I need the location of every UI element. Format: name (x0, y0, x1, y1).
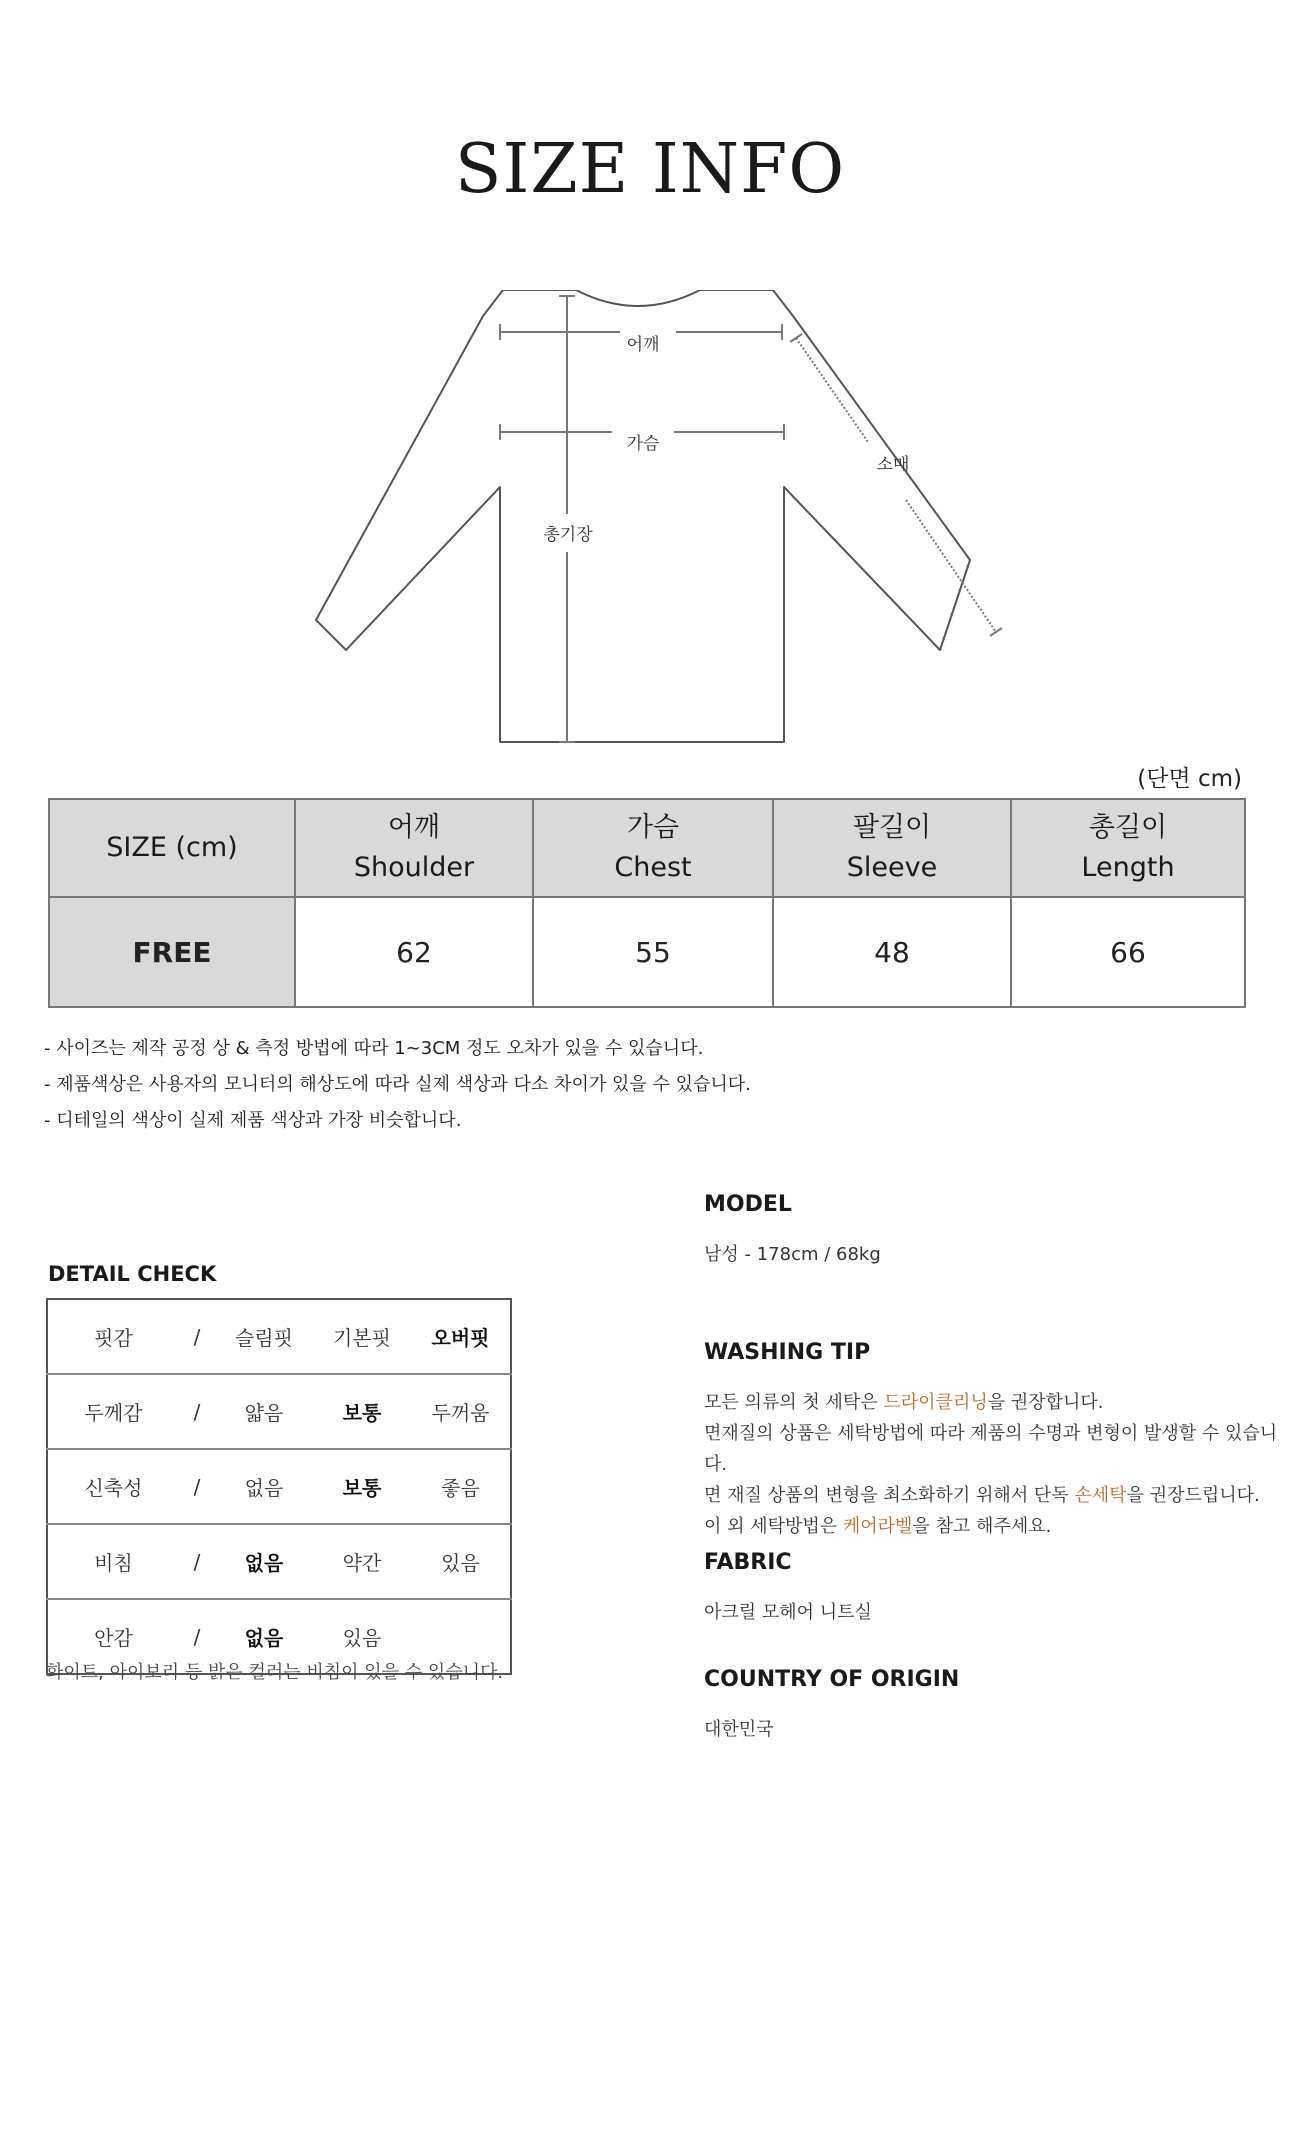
chest-value: 55 (533, 897, 773, 1007)
page-title: SIZE INFO (454, 130, 846, 209)
detail-option: 기본핏 (313, 1299, 411, 1374)
detail-separator: / (179, 1599, 215, 1674)
detail-option: 없음 (215, 1524, 313, 1599)
detail-separator: / (179, 1524, 215, 1599)
col-chest: 가슴 Chest (533, 799, 773, 897)
fabric-text: 아크릴 모헤어 니트실 (704, 1602, 872, 1623)
size-name: FREE (49, 897, 295, 1007)
model-section (704, 1192, 881, 1270)
note-line: - 제품색상은 사용자의 모니터의 해상도에 따라 실제 색상과 다소 차이가 있을 수 있습니다. (44, 1074, 751, 1095)
shoulder-value: 62 (295, 897, 533, 1007)
note-line: - 디테일의 색상이 실제 제품 색상과 가장 비슷합니다. (44, 1110, 462, 1131)
origin-title: COUNTRY OF ORIGIN (704, 1667, 960, 1692)
table-row (49, 897, 1245, 1007)
unit-note: (단면 cm) (1137, 766, 1242, 792)
detail-row (47, 1524, 511, 1599)
detail-label: 안감 (47, 1599, 179, 1674)
washing-tip-text: 모든 의류의 첫 세탁은 드라이클리닝을 권장합니다. 면재질의 상품은 세탁방법에 따라 제품의 수명과 변형이 발생할 수 있습니다. 면 재질 상품의 변형을 최소화하기 위해서 단독 손세탁을 권장드립니다. 이 외 세탁방법은 케어라벨을 참고 해주세요. (704, 1392, 1278, 1537)
detail-option: 두꺼움 (411, 1374, 511, 1449)
detail-separator: / (179, 1374, 215, 1449)
origin-section (704, 1667, 959, 1745)
detail-label: 비침 (47, 1524, 179, 1599)
detail-option: 있음 (411, 1524, 511, 1599)
highlight-dry-cleaning: 드라이클리닝 (883, 1392, 988, 1413)
detail-option: 약간 (313, 1524, 411, 1599)
washing-tip-section (704, 1340, 1300, 1542)
detail-option: 있음 (313, 1599, 411, 1674)
size-table-header (49, 799, 1245, 897)
detail-option: 없음 (215, 1449, 313, 1524)
detail-option: 오버핏 (411, 1299, 511, 1374)
garment-size-diagram (0, 290, 1300, 760)
highlight-hand-wash: 손세탁 (1074, 1485, 1127, 1506)
chest-label: 가슴 (626, 434, 660, 454)
detail-option: 보통 (313, 1449, 411, 1524)
sleeve-label: 소매 (876, 455, 910, 475)
col-length: 총길이 Length (1011, 799, 1245, 897)
highlight-care-label: 케어라벨 (842, 1516, 913, 1537)
fabric-section (704, 1550, 872, 1628)
col-shoulder: 어깨 Shoulder (295, 799, 533, 897)
length-label: 총기장 (543, 525, 593, 545)
detail-option: 얇음 (215, 1374, 313, 1449)
detail-option: 좋음 (411, 1449, 511, 1524)
detail-separator: / (179, 1449, 215, 1524)
model-text: 남성 - 178cm / 68kg (704, 1244, 881, 1265)
detail-check-title: DETAIL CHECK (48, 1262, 217, 1286)
garment-outline (316, 290, 970, 742)
length-value: 66 (1011, 897, 1245, 1007)
detail-check-note: 화이트, 아이보리 등 밝은 컬러는 비침이 있을 수 있습니다. (46, 1662, 504, 1683)
detail-check-table (46, 1298, 512, 1675)
detail-row (47, 1374, 511, 1449)
size-table (48, 798, 1246, 1008)
detail-row (47, 1299, 511, 1374)
detail-label: 신축성 (47, 1449, 179, 1524)
model-title: MODEL (704, 1192, 792, 1217)
col-sleeve: 팔길이 Sleeve (773, 799, 1011, 897)
size-notes (44, 1031, 751, 1139)
origin-text: 대한민국 (704, 1719, 774, 1740)
detail-option: 보통 (313, 1374, 411, 1449)
note-line: - 사이즈는 제작 공정 상 & 측정 방법에 따라 1~3CM 정도 오차가 있을 수 있습니다. (44, 1038, 704, 1059)
detail-label: 두께감 (47, 1374, 179, 1449)
shoulder-label: 어깨 (626, 335, 660, 355)
detail-row (47, 1449, 511, 1524)
detail-separator: / (179, 1299, 215, 1374)
detail-option: 없음 (215, 1599, 313, 1674)
sleeve-measure-line (796, 338, 868, 442)
detail-label: 핏감 (47, 1299, 179, 1374)
size-header-label: SIZE (cm) (49, 799, 295, 897)
sleeve-value: 48 (773, 897, 1011, 1007)
detail-option: 슬림핏 (215, 1299, 313, 1374)
washing-tip-title: WASHING TIP (704, 1340, 871, 1365)
fabric-title: FABRIC (704, 1550, 792, 1575)
